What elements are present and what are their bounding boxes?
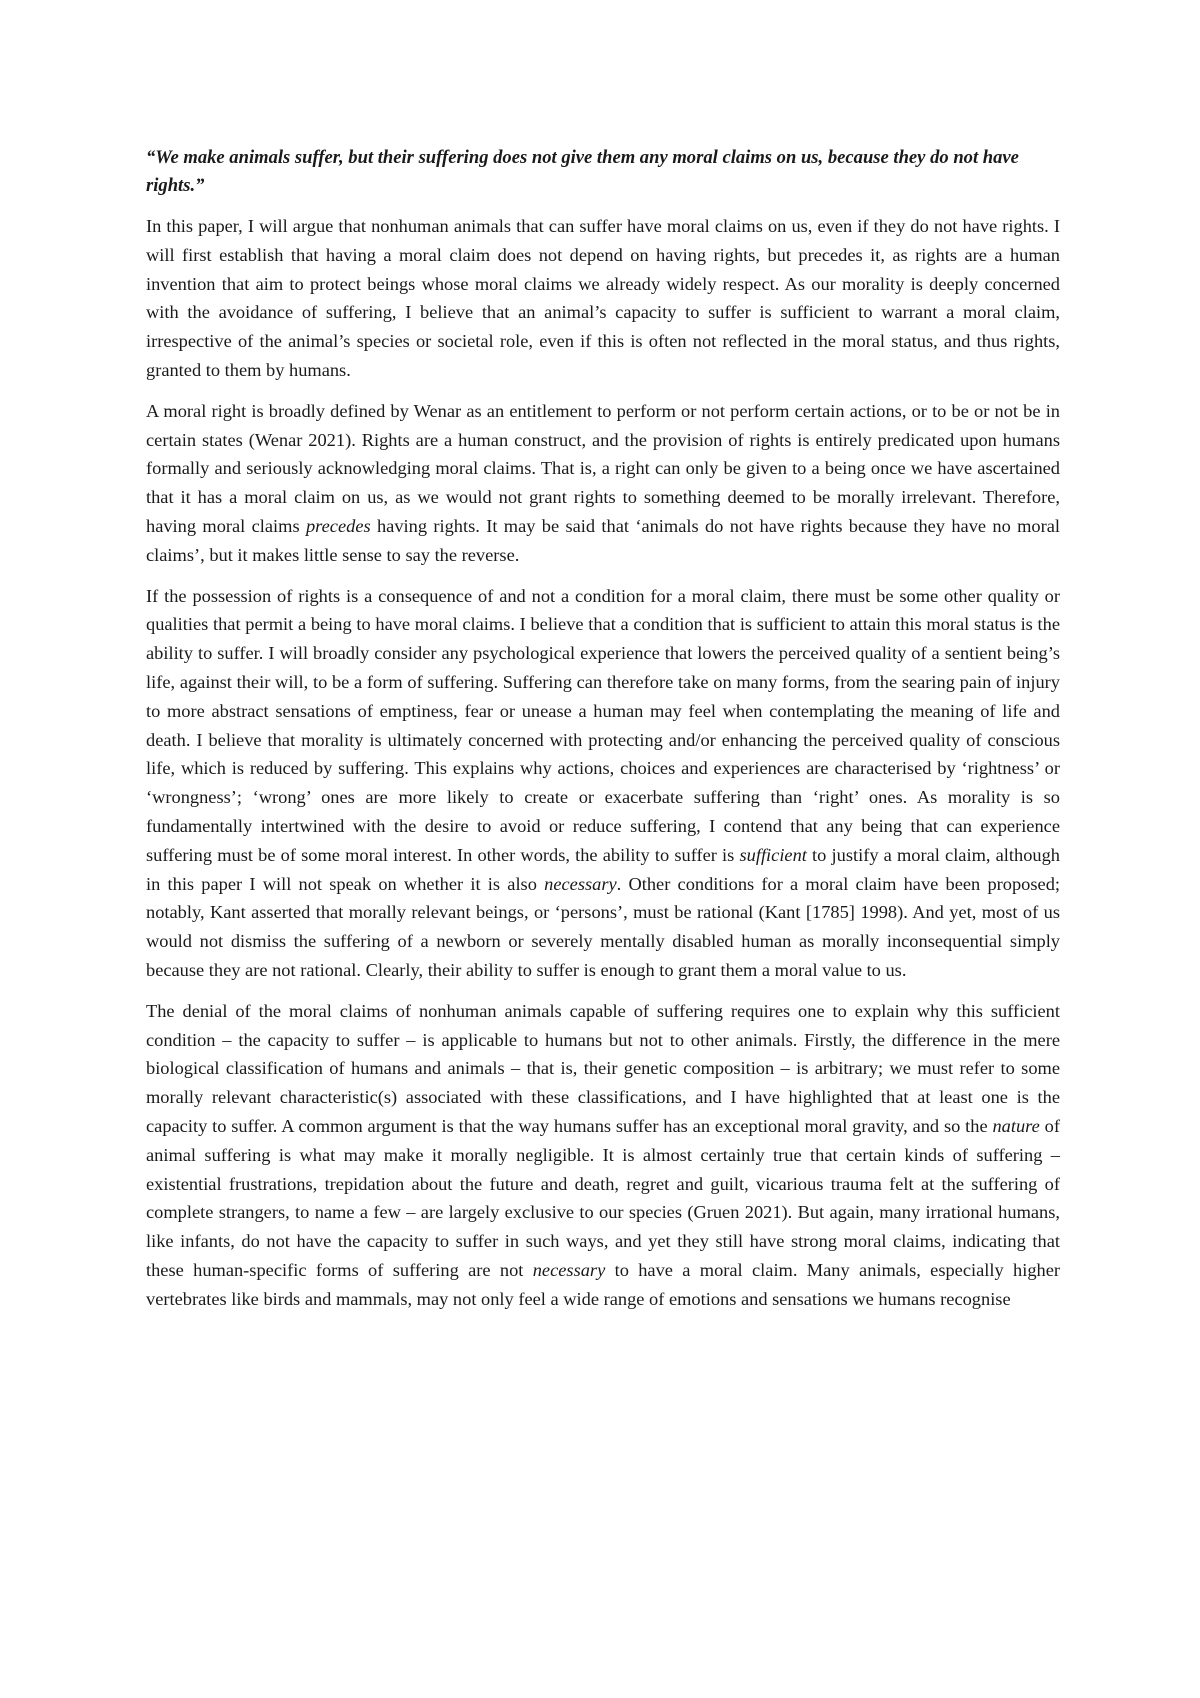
emphasized-text: sufficient — [739, 844, 807, 865]
emphasized-text: necessary — [544, 873, 617, 894]
body-paragraph — [146, 397, 1060, 570]
paragraph-text: A moral right is broadly defined by Wenar as an entitlement to perform or not perform certain actions, or to be or not be in certain states (Wenar 2021). Rights are a human construct, and the provision of rights is entirely predicated upon humans formally and seriously acknowledging moral claims. That is, a right can only be given to a being once we have ascertained that it has a moral claim on us, as we would not grant rights to something deemed to be morally irrelevant. Therefore, having moral claims — [146, 400, 1060, 536]
paragraph-text: having rights. It may be said that ‘animals do not have rights because they have no moral claims’, but it makes little sense to say the reverse. — [146, 515, 1060, 565]
paragraph-text: of animal suffering is what may make it morally negligible. It is almost certainly true that certain kinds of suffering – existential frustrations, trepidation about the future and death, regret and guilt, vicarious trauma felt at the suffering of complete strangers, to name a few – are largely exclusive to our species (Gruen 2021). But again, many irrational humans, like infants, do not have the capacity to suffer in such ways, and yet they still have strong moral claims, indicating that these human-specific forms of suffering are not — [146, 1115, 1060, 1280]
body-paragraph — [146, 582, 1060, 985]
body-paragraph — [146, 997, 1060, 1314]
body-paragraph — [146, 212, 1060, 385]
document-body — [146, 144, 1060, 1325]
paragraph-text: In this paper, I will argue that nonhuman animals that can suffer have moral claims on us, even if they do not have rights. I will first establish that having a moral claim does not depend on having rights, but precedes it, as rights are a human invention that aim to protect beings whose moral claims we already widely respect. As our morality is deeply concerned with the avoidance of suffering, I believe that an animal’s capacity to suffer is sufficient to warrant a moral claim, irrespective of the animal’s species or societal role, even if this is often not reflected in the moral status, and thus rights, granted to them by humans. — [146, 216, 1060, 380]
essay-question-title: “We make animals suffer, but their suffering does not give them any moral claims on us, because they do not have rights.” — [146, 147, 1019, 196]
paragraph-text: . Other conditions for a moral claim have been proposed; notably, Kant asserted that morally relevant beings, or ‘persons’, must be rational (Kant [1785] 1998). And yet, most of us would not dismiss the suffering of a newborn or severely mentally disabled human as morally inconsequential simply because they are not rational. Clearly, their ability to suffer is enough to grant them a moral value to us. — [146, 873, 1060, 980]
paragraph-list — [146, 212, 1060, 1313]
emphasized-text: precedes — [305, 515, 371, 536]
emphasized-text: nature — [992, 1115, 1040, 1136]
paragraph-text: to justify a moral claim, although in this paper I will not speak on whether it is also — [146, 844, 1060, 894]
paragraph-text: The denial of the moral claims of nonhuman animals capable of suffering requires one to explain why this sufficient condition – the capacity to suffer – is applicable to humans but not to other animals. Firstly, the difference in the mere biological classification of humans and animals – that is, their genetic composition – is arbitrary; we must refer to some morally relevant characteristic(s) associated with these classifications, and I have highlighted that at least one is the capacity to suffer. A common argument is that the way humans suffer has an exceptional moral gravity, and so the — [146, 1000, 1060, 1136]
paragraph-text: If the possession of rights is a consequence of and not a condition for a moral claim, there must be some other quality or qualities that permit a being to have moral claims. I believe that a condition that is sufficient to attain this moral status is the ability to suffer. I will broadly consider any psychological experience that lowers the perceived quality of a sentient being’s life, against their will, to be a form of suffering. Suffering can therefore take on many forms, from the searing pain of injury to more abstract sensations of emptiness, fear or unease a human may feel when contemplating the meaning of life and death. I believe that morality is ultimately concerned with protecting and/or enhancing the perceived quality of conscious life, which is reduced by suffering. This explains why actions, choices and experiences are characterised by ‘rightness’ or ‘wrongness’; ‘wrong’ ones are more likely to create or exacerbate suffering than ‘right’ ones. As morality is so fundamentally intertwined with the desire to avoid or reduce suffering, I contend that any being that can experience suffering must be of some moral interest. In other words, the ability to suffer is — [146, 585, 1060, 865]
paragraph-text: to have a moral claim. Many animals, especially higher vertebrates like birds and mammals, may not only feel a wide range of emotions and sensations we humans recognise — [146, 1259, 1061, 1309]
emphasized-text: necessary — [532, 1259, 606, 1280]
